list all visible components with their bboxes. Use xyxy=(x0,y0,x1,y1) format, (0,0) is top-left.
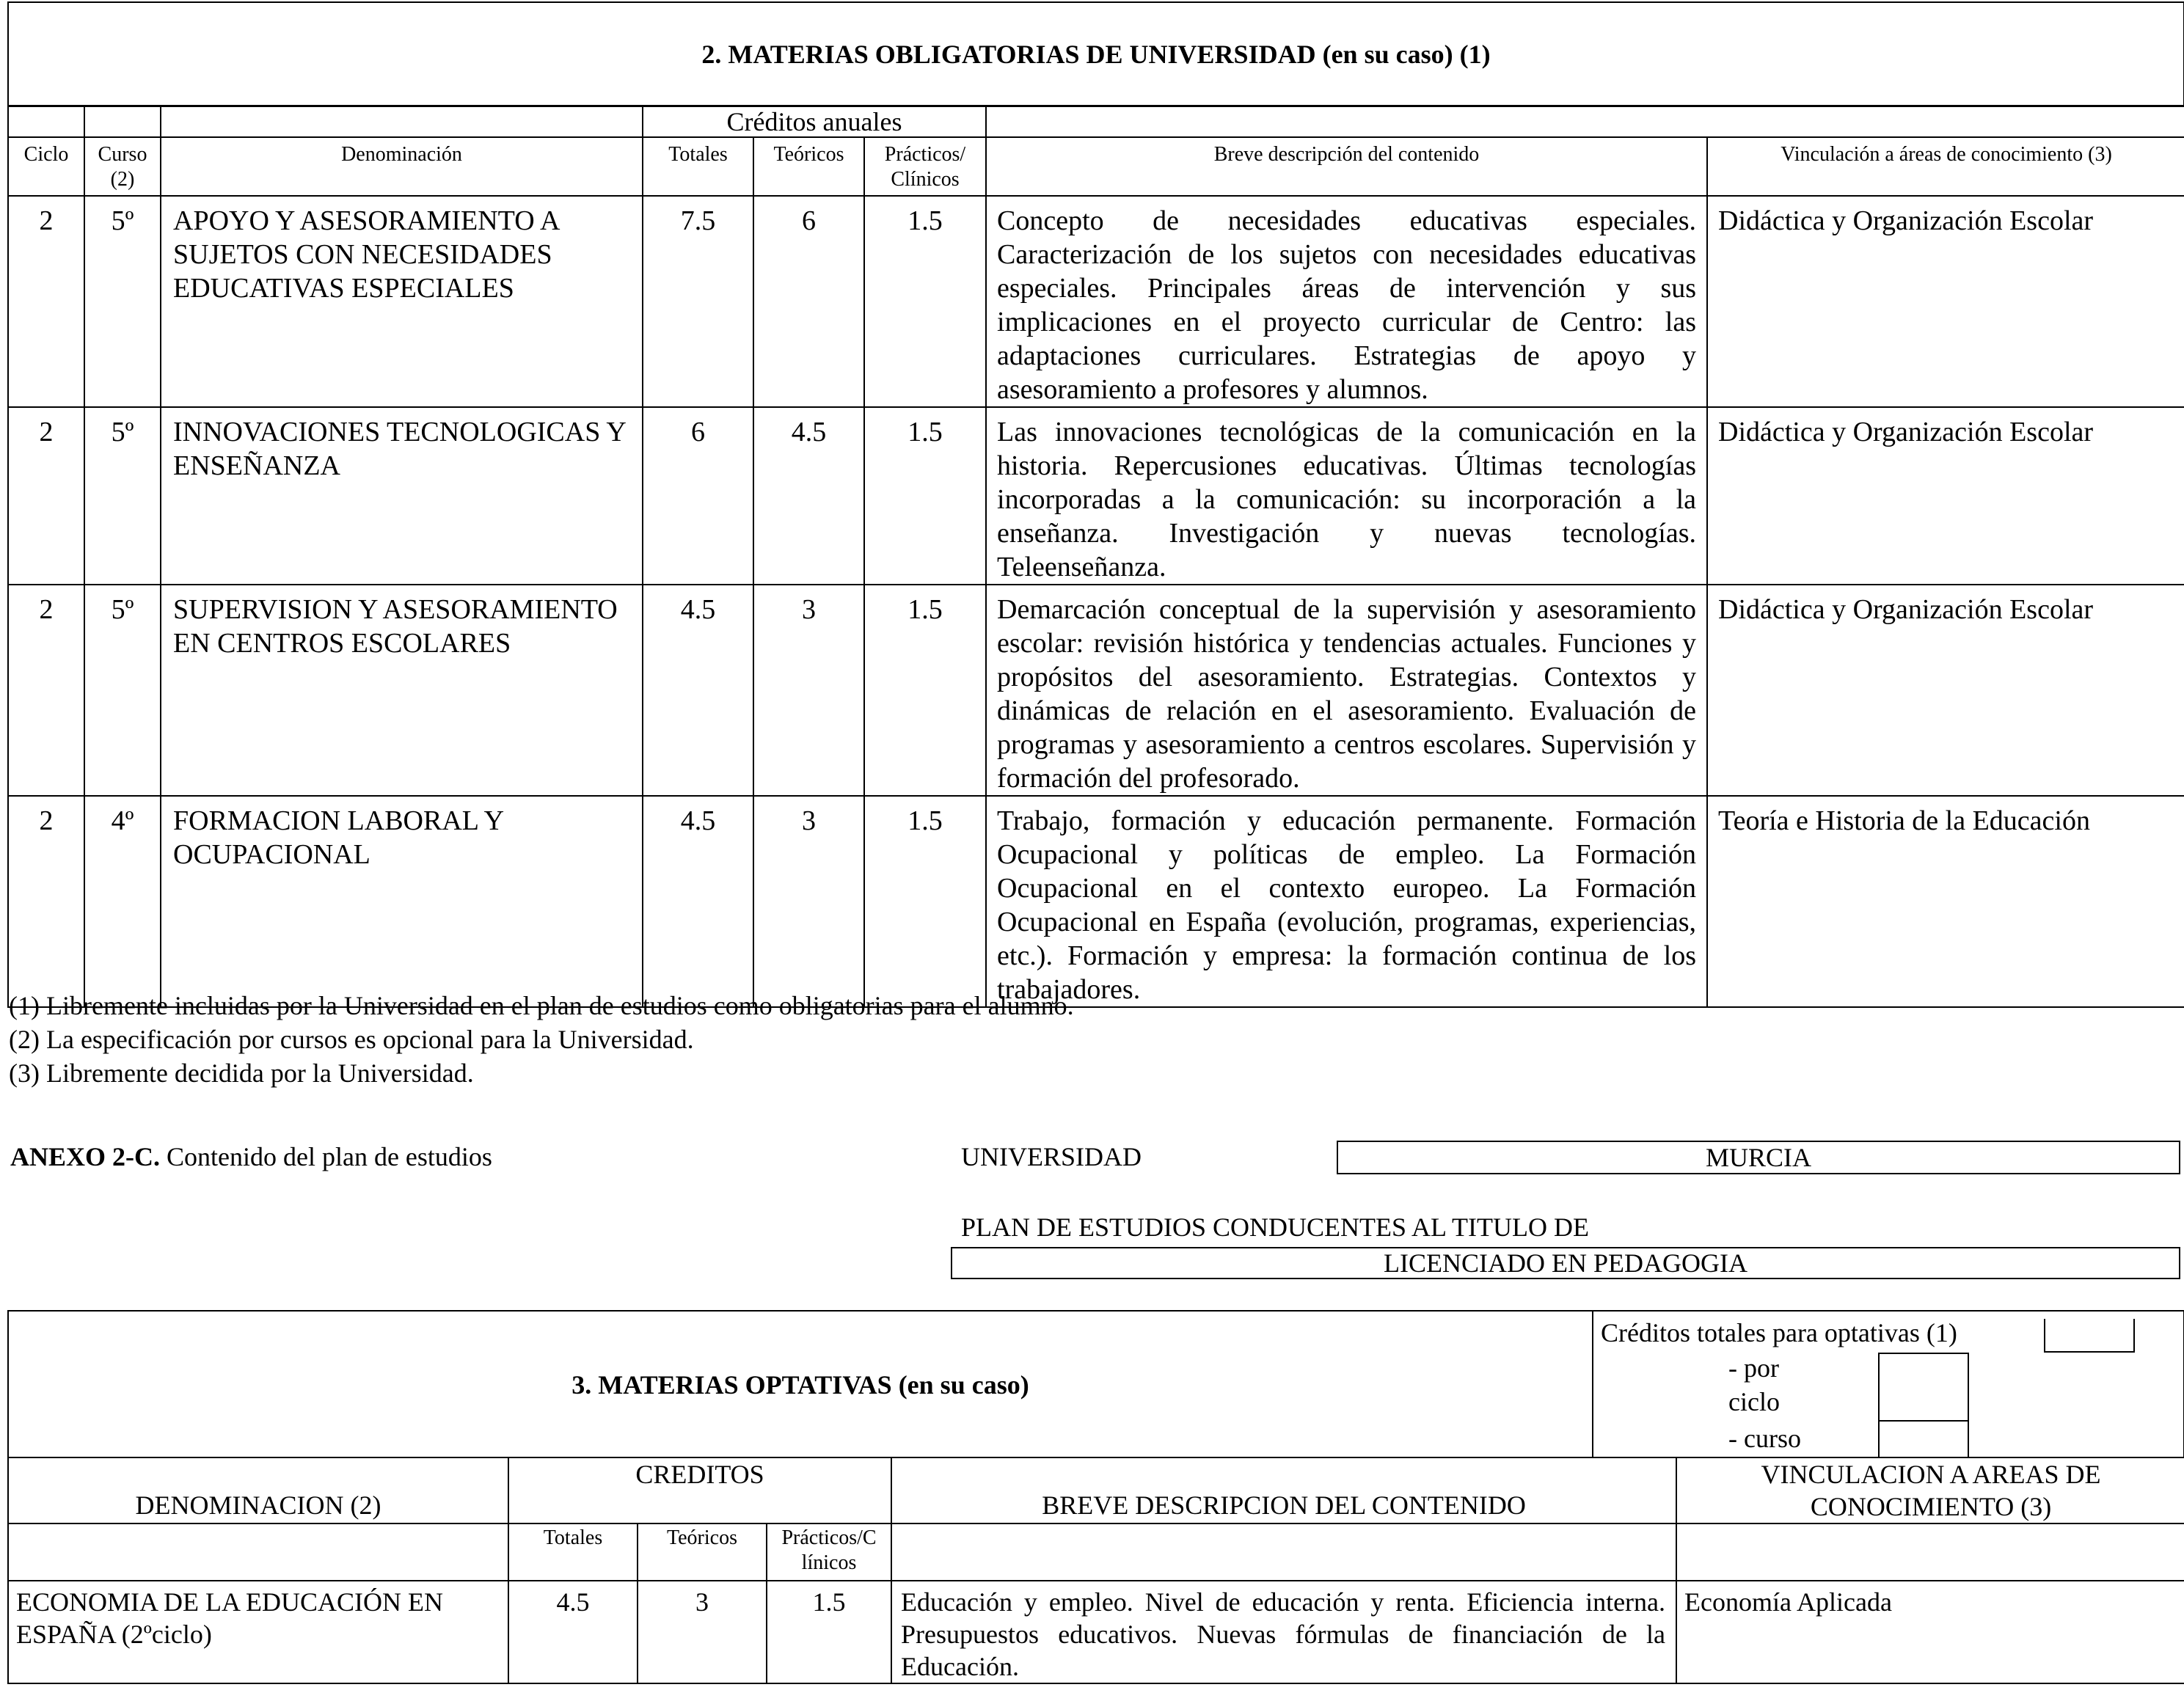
footnote-2: (2) La especificación por cursos es opcional para la Universidad. xyxy=(9,1025,694,1054)
cell-denominacion: ECONOMIA DE LA EDUCACIÓN EN ESPAÑA (2ºciclo) xyxy=(8,1581,508,1683)
plan-value: LICENCIADO EN PEDAGOGIA xyxy=(951,1247,2180,1279)
creditos-anuales-header: Créditos anuales xyxy=(643,106,986,137)
plan-label: PLAN DE ESTUDIOS CONDUCENTES AL TITULO DE xyxy=(961,1212,1589,1242)
section3-header-row xyxy=(8,1457,2184,1523)
section3-subheader-row xyxy=(8,1523,2184,1581)
cell-ciclo: 2 xyxy=(8,796,84,1007)
divider xyxy=(1592,1312,1593,1458)
anexo-label: ANEXO 2-C. Contenido del plan de estudios xyxy=(10,1142,492,1171)
cell-practicos: 1.5 xyxy=(864,796,986,1007)
cell-teoricos: 6 xyxy=(753,196,864,407)
creditos-totales-box xyxy=(2044,1319,2135,1353)
cell-vinculacion: Didáctica y Organización Escolar xyxy=(1707,585,2184,796)
table-row xyxy=(8,585,2184,796)
header-descripcion: Breve descripción del contenido xyxy=(986,137,1707,196)
header-totales: Totales xyxy=(508,1523,638,1581)
section3-header xyxy=(7,1310,2184,1458)
cell-totales: 4.5 xyxy=(643,585,753,796)
cell-practicos: 1.5 xyxy=(864,407,986,585)
curso-label: - curso xyxy=(1728,1424,1801,1453)
cell-ciclo: 2 xyxy=(8,196,84,407)
header-curso: Curso (2) xyxy=(84,137,161,196)
section2-title: 2. MATERIAS OBLIGATORIAS DE UNIVERSIDAD (en su caso) (1) xyxy=(7,1,2184,106)
cell-vinculacion: Teoría e Historia de la Educación xyxy=(1707,796,2184,1007)
cell-descripcion: Trabajo, formación y educación permanente. Formación Ocupacional y políticas de empleo. La Formación Ocupacional en el contexto europeo. La Formación Ocupacional en España (evolución, programas, experiencias, etc.). Formación y empresa: la formación continua de los trabajadores. xyxy=(986,796,1707,1007)
cell-totales: 4.5 xyxy=(508,1581,638,1683)
cell-teoricos: 4.5 xyxy=(753,407,864,585)
cell-totales: 7.5 xyxy=(643,196,753,407)
cell-descripcion: Las innovaciones tecnológicas de la comunicación en la historia. Repercusiones educativas. Últimas tecnologías incorporadas a la comunicación: su incorporación a la enseñanza. Investigación y nuevas tecnologías. Teleenseñanza. xyxy=(986,407,1707,585)
cell-totales: 6 xyxy=(643,407,753,585)
cell-ciclo: 2 xyxy=(8,407,84,585)
cell-practicos: 1.5 xyxy=(767,1581,891,1683)
footnote-1: (1) Libremente incluidas por la Universidad en el plan de estudios como obligatorias para el alumno. xyxy=(9,991,1074,1020)
cell-curso: 4º xyxy=(84,796,161,1007)
universidad-value: MURCIA xyxy=(1337,1141,2180,1174)
cell-vinculacion: Didáctica y Organización Escolar xyxy=(1707,407,2184,585)
cell-denominacion: FORMACION LABORAL Y OCUPACIONAL xyxy=(161,796,643,1007)
curso-box xyxy=(1878,1420,1969,1458)
cell-practicos: 1.5 xyxy=(864,585,986,796)
cell-teoricos: 3 xyxy=(753,585,864,796)
cell-ciclo: 2 xyxy=(8,585,84,796)
header-vinculacion: Vinculación a áreas de conocimiento (3) xyxy=(1707,137,2184,196)
header-totales: Totales xyxy=(643,137,753,196)
table-row xyxy=(8,407,2184,585)
header-teoricos: Teóricos xyxy=(638,1523,767,1581)
header-denominacion: Denominación xyxy=(161,137,643,196)
cell-descripcion: Concepto de necesidades educativas especiales. Caracterización de los sujetos con necesidades educativas especiales. Principales áreas de intervención y sus implicaciones en el proyecto curricular de Centro: las adaptaciones curriculares. Estrategias de apoyo y asesoramiento a profesores y alumnos. xyxy=(986,196,1707,407)
header-practicos: Prácticos/C línicos xyxy=(767,1523,891,1581)
creditos-totales-label: Créditos totales para optativas (1) xyxy=(1601,1318,1957,1347)
section3-title: 3. MATERIAS OPTATIVAS (en su caso) xyxy=(571,1370,1029,1400)
cell-vinculacion: Didáctica y Organización Escolar xyxy=(1707,196,2184,407)
cell-curso: 5º xyxy=(84,585,161,796)
cell-vinculacion: Economía Aplicada xyxy=(1676,1581,2184,1683)
cell-practicos: 1.5 xyxy=(864,196,986,407)
universidad-label: UNIVERSIDAD xyxy=(961,1142,1142,1171)
cell-denominacion: APOYO Y ASESORAMIENTO A SUJETOS CON NECESIDADES EDUCATIVAS ESPECIALES xyxy=(161,196,643,407)
header-ciclo: Ciclo xyxy=(8,137,84,196)
cell-descripcion: Demarcación conceptual de la supervisión y asesoramiento escolar: revisión histórica y tendencias actuales. Funciones y propósitos del asesoramiento. Estrategias. Contextos y dinámicas de relación en el asesoramiento. Evaluación de programas y asesoramiento a centros escolares. Supervisión y formación del profesorado. xyxy=(986,585,1707,796)
header-creditos: CREDITOS xyxy=(508,1457,891,1523)
section2-table xyxy=(7,106,2184,1008)
header-teoricos: Teóricos xyxy=(753,137,864,196)
section3-table xyxy=(7,1457,2184,1684)
table-row xyxy=(8,796,2184,1007)
cell-descripcion: Educación y empleo. Nivel de educación y renta. Eficiencia interna. Presupuestos educativos. Nuevas fórmulas de financiación de la Educación. xyxy=(891,1581,1676,1683)
table-row xyxy=(8,1581,2184,1683)
cell-curso: 5º xyxy=(84,196,161,407)
header-vinculacion: VINCULACION A AREAS DE CONOCIMIENTO (3) xyxy=(1676,1457,2184,1523)
table-row xyxy=(8,196,2184,407)
por-label: - por xyxy=(1728,1353,1779,1383)
cell-denominacion: SUPERVISION Y ASESORAMIENTO EN CENTROS ESCOLARES xyxy=(161,585,643,796)
por-ciclo-box xyxy=(1878,1353,1969,1422)
cell-totales: 4.5 xyxy=(643,796,753,1007)
section2-header-row xyxy=(8,137,2184,196)
header-denominacion: DENOMINACION (2) xyxy=(8,1457,508,1523)
cell-denominacion: INNOVACIONES TECNOLOGICAS Y ENSEÑANZA xyxy=(161,407,643,585)
ciclo-label: ciclo xyxy=(1728,1387,1780,1416)
cell-curso: 5º xyxy=(84,407,161,585)
footnote-3: (3) Libremente decidida por la Universidad. xyxy=(9,1058,474,1088)
header-descripcion: BREVE DESCRIPCION DEL CONTENIDO xyxy=(891,1457,1676,1523)
header-practicos: Prácticos/ Clínicos xyxy=(864,137,986,196)
cell-teoricos: 3 xyxy=(638,1581,767,1683)
cell-teoricos: 3 xyxy=(753,796,864,1007)
